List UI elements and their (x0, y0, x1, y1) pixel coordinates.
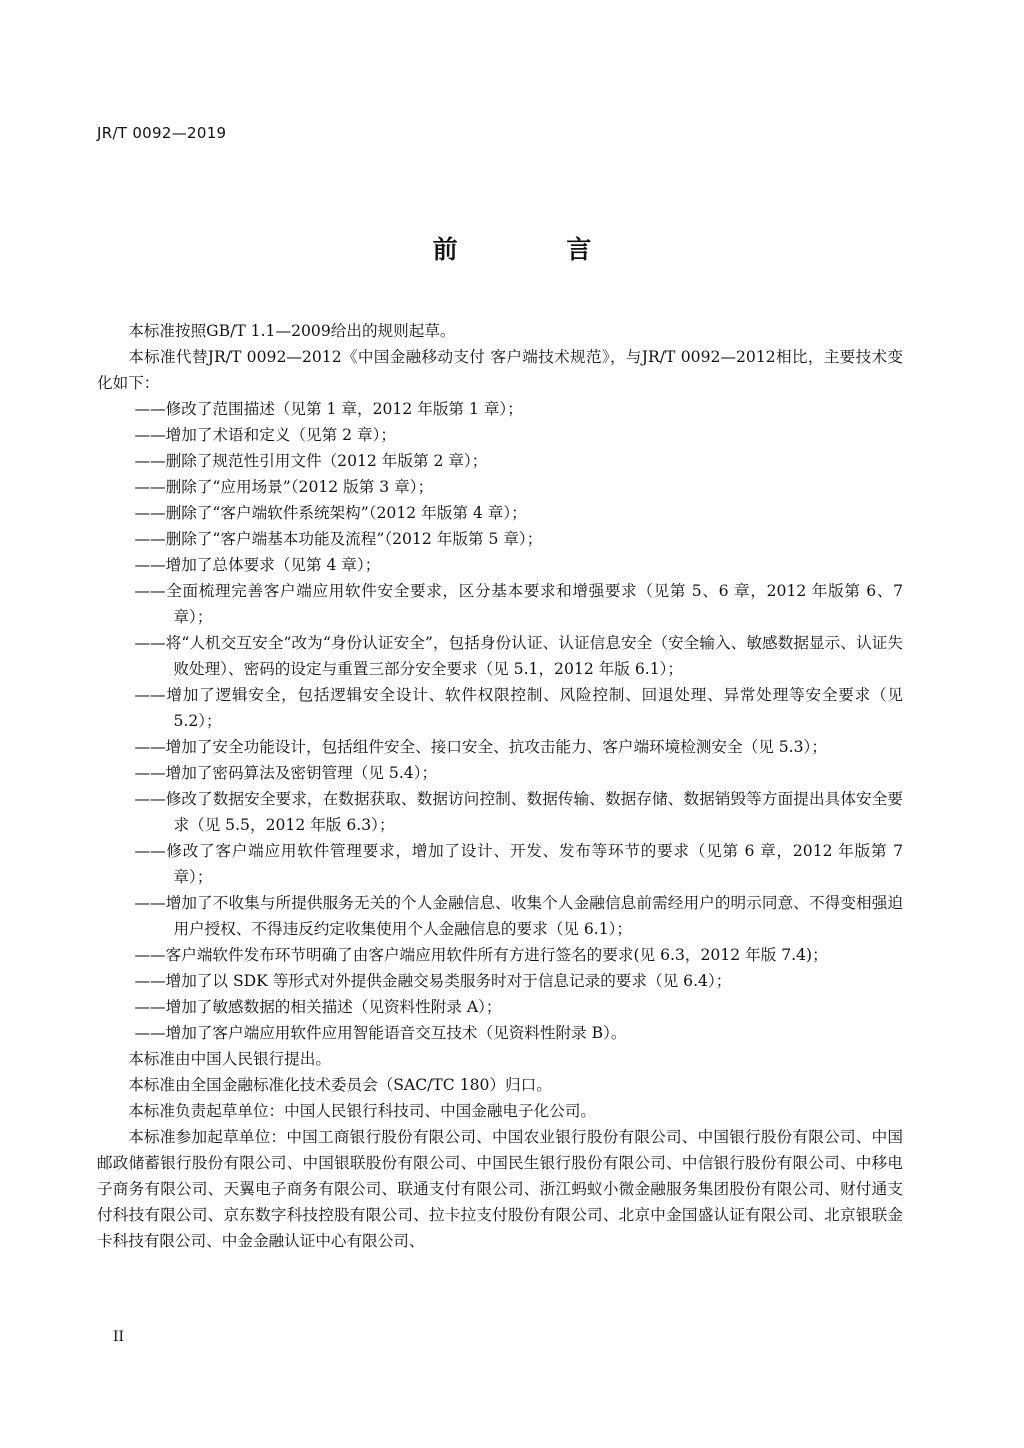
change-item: ——全面梳理完善客户端应用软件安全要求，区分基本要求和增强要求（见第 5、6 章，2012 年版第 6、7 章）； (134, 582, 903, 626)
change-item: ——增加了密码算法及密钥管理（见 5.4）； (134, 764, 438, 782)
change-item: ——增加了术语和定义（见第 2 章）； (134, 426, 396, 444)
change-item: ——删除了规范性引用文件（2012 年版第 2 章）； (134, 452, 488, 470)
change-item: ——将“人机交互安全”改为“身份认证安全”，包括身份认证、认证信息安全（安全输入、敏感数据显示、认证失败处理）、密码的设定与重置三部分安全要求（见 5.1，2012 年版 6.1）； (134, 634, 903, 678)
change-item: ——增加了以 SDK 等形式对外提供金融交易类服务时对于信息记录的要求（见 6.4）； (134, 972, 732, 990)
page-title: 前 言 (432, 235, 642, 264)
change-item: ——增加了不收集与所提供服务无关的个人金融信息、收集个人金融信息前需经用户的明示同意、不得变相强迫用户授权、不得违反约定收集使用个人金融信息的要求（见 6.1）； (134, 894, 903, 938)
paragraph: 本标准由全国金融标准化技术委员会（SAC/TC 180）归口。 (128, 1076, 552, 1094)
change-item: ——修改了客户端应用软件管理要求，增加了设计、开发、发布等环节的要求（见第 6 章，2012 年版第 7 章）； (134, 842, 903, 886)
change-item: ——修改了范围描述（见第 1 章，2012 年版第 1 章）； (134, 400, 523, 418)
change-item: ——删除了“应用场景”（2012 版第 3 章）； (134, 478, 434, 496)
change-item: ——删除了“客户端软件系统架构”（2012 年版第 4 章）； (134, 504, 527, 522)
document-body (97, 318, 903, 1254)
paragraph: 本标准由中国人民银行提出。 (128, 1050, 331, 1068)
change-item: ——增加了安全功能设计，包括组件安全、接口安全、抗攻击能力、客户端环境检测安全（见 5.3）； (134, 738, 827, 756)
paragraph: 本标准按照GB/T 1.1—2009给出的规则起草。 (128, 322, 456, 340)
change-item: ——客户端软件发布环节明确了由客户端应用软件所有方进行签名的要求(见 6.3，2012 年版 7.4)； (134, 946, 828, 964)
standard-number: JR/T 0092—2019 (97, 124, 227, 142)
change-item: ——修改了数据安全要求，在数据获取、数据访问控制、数据传输、数据存储、数据销毁等方面提出具体安全要求（见 5.5，2012 年版 6.3）； (134, 790, 903, 834)
paragraph: 本标准负责起草单位：中国人民银行科技司、中国金融电子化公司。 (128, 1102, 597, 1120)
change-item: ——增加了客户端应用软件应用智能语音交互技术（见资料性附录 B）。 (134, 1024, 627, 1042)
change-item: ——增加了总体要求（见第 4 章）； (134, 556, 381, 574)
paragraph: 本标准参加起草单位：中国工商银行股份有限公司、中国农业银行股份有限公司、中国银行股份有限公司、中国邮政储蓄银行股份有限公司、中国银联股份有限公司、中国民生银行股份有限公司、中信银行股份有限公司、中移电子商务有限公司、天翼电子商务有限公司、联通支付有限公司、浙江蚂蚁小微金融服务集团股份有限公司、财付通支付科技有限公司、京东数字科技控股有限公司、拉卡拉支付股份有限公司、北京中金国盛认证有限公司、北京银联金卡科技有限公司、中金金融认证中心有限公司、 (97, 1128, 903, 1250)
change-item: ——删除了“客户端基本功能及流程”（2012 年版第 5 章）； (134, 530, 543, 548)
change-item: ——增加了敏感数据的相关描述（见资料性附录 A）； (134, 998, 502, 1016)
page-number: II (113, 1329, 125, 1345)
paragraph: 本标准代替JR/T 0092—2012《中国金融移动支付 客户端技术规范》，与JR/T 0092—2012相比，主要技术变化如下： (97, 348, 903, 392)
change-item: ——增加了逻辑安全，包括逻辑安全设计、软件权限控制、风险控制、回退处理、异常处理等安全要求（见 5.2）； (134, 686, 903, 730)
